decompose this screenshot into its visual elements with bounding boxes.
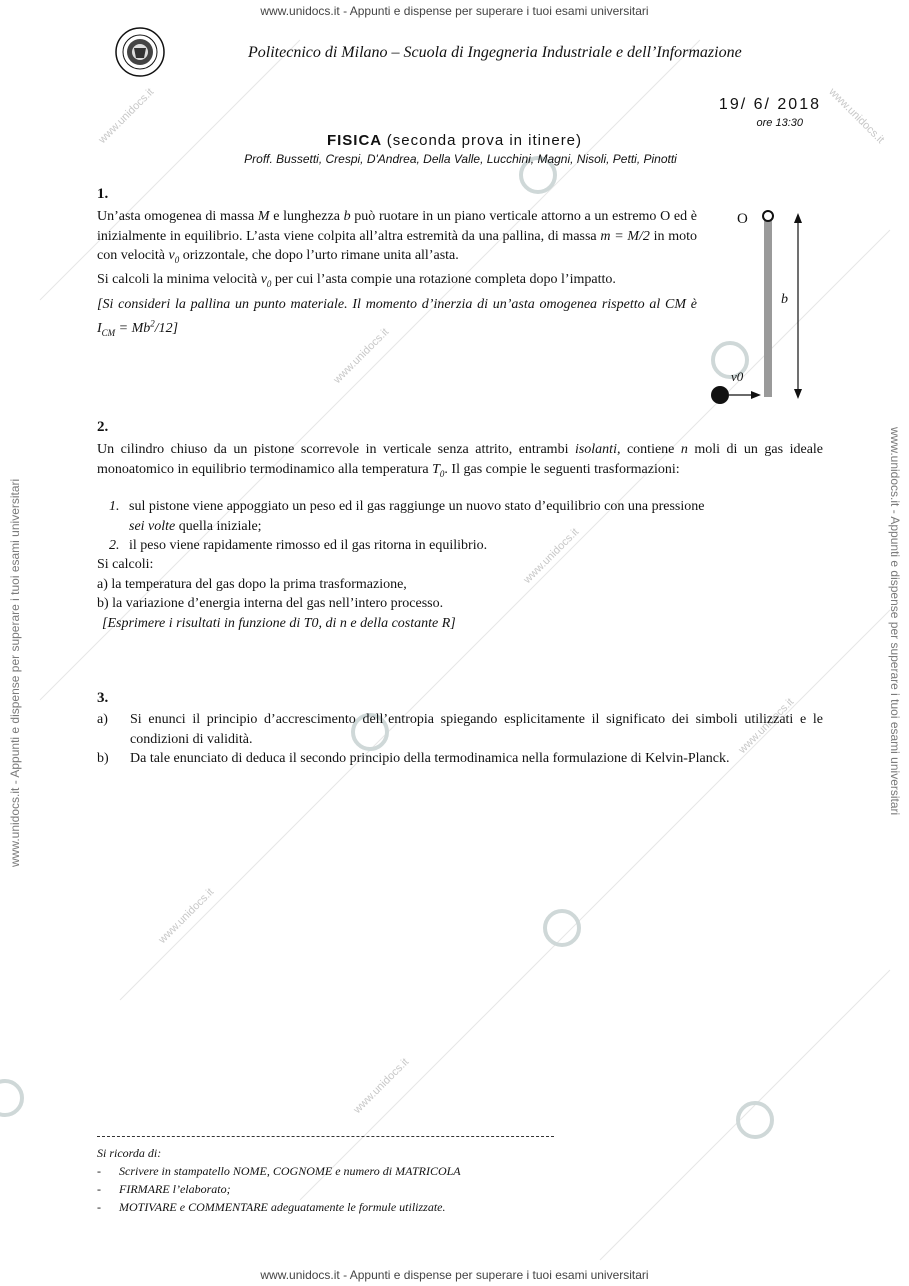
problem1-text-a: Un’asta omogenea di massa [97,209,255,224]
problem1-v0-sub: 0 [266,279,272,290]
professors-list: Proff. Bussetti, Crespi, D'Andrea, Della Valle, Lucchini, Magni, Nisoli, Petti, Pinotti [244,152,677,166]
problem2-note: [Esprimere i risultati in funzione di T0, di n e della costante R] [102,616,456,631]
problem2-question-a: a) la temperatura del gas dopo la prima trasformazione, [97,577,407,592]
problem1-text-c: può ruotare in un piano verticale attorno a un estremo O ed è inizialmente in equilibrio. L’asta viene colpita all’altra estremità da una pallina, di massa [97,209,698,244]
problem2-step1 [109,497,823,536]
problem1-text [97,207,697,343]
problem1-text-f: Si calcoli la minima velocità [97,272,258,288]
footer-bullet: - [97,1164,101,1178]
footer-item [97,1198,461,1216]
watermark-right-vertical: www.unidocs.it - Appunti e dispense per superare i tuoi esami universitari [888,427,902,816]
problem1-var-M: M [257,209,270,224]
problem1-v0-letter: v [168,248,175,263]
problem1-number: 1. [97,186,109,202]
pivot-label: O [737,211,748,227]
problem1-v0-letter: v [260,272,267,288]
footer-item-text: MOTIVARE e COMMENTARE adeguatamente le formule utilizzate. [119,1200,446,1214]
watermark-diagonal: www.unidocs.it [331,326,392,386]
watermark-left-vertical: www.unidocs.it - Appunti e dispense per superare i tuoi esami universitari [8,478,22,867]
problem2-step2 [109,536,823,556]
problem2-step1-italic: sei volte [129,518,176,534]
watermark-diagonal: www.unidocs.it [736,696,797,756]
footer-intro: Si ricorda di: [97,1146,162,1160]
politecnico-seal-logo [114,26,166,78]
watermark-diagonal: www.unidocs.it [156,886,217,946]
problem1-note [97,297,697,336]
watermark-diagonal: www.unidocs.it [826,86,887,146]
footer-item [97,1162,461,1180]
length-label: b [781,292,788,307]
exam-title-main: FISICA [326,132,382,149]
problem2-intro-a: Un cilindro chiuso da un pistone scorrevole in verticale senza attrito, entrambi [97,442,569,457]
institution-name: Politecnico di Milano – Scuola di Ingegneria Industriale e dell’Informazione [248,44,742,61]
problem1-var-b: b [343,209,351,224]
problem2-intro-b: , contiene [616,442,675,457]
watermark-bottom-banner: www.unidocs.it - Appunti e dispense per superare i tuoi esami universitari [260,1268,649,1282]
problem3-a-text: Si enunci il principio d’accrescimento dell’entropia spiegando esplicitamente il significato dei simboli utilizzati e le condizioni di validità. [130,712,823,747]
problem3-number: 3. [97,690,109,706]
problem2-step1-num: 1. [109,499,120,514]
problem2-question-b: b) la variazione d’energia interna del gas nell’intero processo. [97,596,444,611]
rod-figure [705,205,815,405]
problem2-T0-letter: T [432,461,440,477]
problem1-v0-sub: 0 [174,254,180,265]
problem3-a-label: a) [97,712,108,727]
exam-date: 19/ 6/ 2018 [718,96,821,113]
problem3-b-label: b) [97,751,109,766]
problem1-text-g: per cui l’asta compie una rotazione completa dopo l’impatto. [274,272,616,288]
problem1-note-sub: CM [101,327,116,338]
exam-title [0,132,909,149]
watermark-top-banner: www.unidocs.it - Appunti e dispense per superare i tuoi esami universitari [260,4,649,18]
velocity-label: v0 [731,369,744,384]
pivot-point [763,211,773,221]
watermark-diagonal: www.unidocs.it [96,86,157,146]
problem2-text [97,440,823,484]
problem1-text-e: orizzontale, che dopo l’urto rimane unita all’asta. [182,248,459,263]
rod [764,217,772,397]
problem2-step2-num: 2. [109,538,120,553]
problem2-var-n: n [680,442,688,457]
footer-item [97,1180,461,1198]
footer-item-text: Scrivere in stampatello NOME, COGNOME e numero di MATRICOLA [119,1164,461,1178]
problem3-item-a [97,710,823,749]
watermark-diagonal: www.unidocs.it [521,526,582,586]
problem2-T0 [432,462,444,477]
problem2-step2-text: il peso viene rapidamente rimosso ed il gas ritorna in equilibrio. [129,538,488,553]
problem1-note-sup: 2 [150,318,155,329]
problem2-step1-b: quella iniziale; [178,518,262,534]
problem1-text-d: in moto con velocità [97,228,698,263]
problem2-number: 2. [97,419,109,435]
exam-time: ore 13:30 [756,117,803,129]
problem1-v0-2 [260,272,272,290]
problem1-note-b: = Mb [115,320,151,336]
footer-bullet: - [97,1182,101,1196]
problem1-mass-expr: m = M/2 [600,228,650,244]
problem2-ask: Si calcoli: [97,557,154,572]
problem2-step1-a: sul pistone viene appoggiato un peso ed il gas raggiunge un nuovo stato d’equilibrio con una pressione [129,499,705,514]
footer-reminders [97,1144,461,1216]
problem1-text-b: e lunghezza [273,209,340,224]
problem2-intro-c: moli di un gas ideale monoatomico in equilibrio termodinamico alla temperatura [97,442,824,477]
problem1-note-c: /12] [154,320,179,336]
problem1-note-a: [Si consideri la pallina un punto materiale. Il momento d’inerzia di un’asta omogenea rispetto al CM è I [97,296,697,336]
problem2-isolanti: isolanti [574,442,617,457]
exam-subtitle: (seconda prova in itinere) [386,132,583,149]
problem1-v0 [169,248,180,263]
problem3-item-b [97,749,823,769]
watermark-diagonal: www.unidocs.it [351,1056,412,1116]
footer-item-text: FIRMARE l’elaborato; [119,1182,231,1196]
problem2-intro-d: . Il gas compie le seguenti trasformazioni: [444,461,680,477]
ball [711,386,729,404]
footer-bullet: - [97,1200,101,1214]
footer-divider [97,1136,554,1137]
problem3-b-text: Da tale enunciato di deduca il secondo principio della termodinamica nella formulazione di Kelvin-Planck. [130,751,730,766]
problem2-T0-sub: 0 [439,468,445,479]
